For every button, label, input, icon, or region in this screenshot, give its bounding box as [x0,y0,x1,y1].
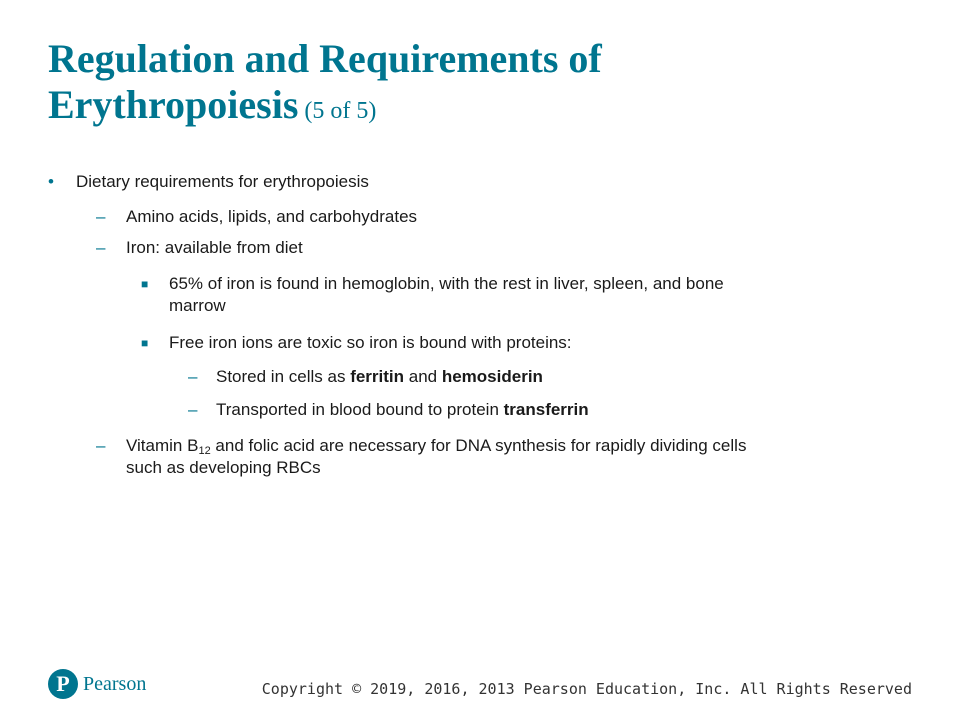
bullet-text [126,435,916,479]
bullet-text: Free iron ions are toxic so iron is bound with proteins: [169,333,572,352]
copyright-notice: Copyright © 2019, 2016, 2013 Pearson Education, Inc. All Rights Reserved [261,680,912,698]
dash-marker: – [96,238,106,257]
text-run: and [404,367,442,386]
square-bullet-icon: ■ [141,277,149,291]
title-line-2 [48,82,908,134]
pearson-p-icon: P [48,669,78,699]
title-line-1: Regulation and Requirements of [48,36,602,81]
term-ferritin: ferritin [350,367,405,386]
dash-marker: – [96,207,106,226]
title-word: Erythropoiesis [48,82,299,127]
term-hemosiderin: hemosiderin [441,367,543,386]
bullet-text-line-2: marrow [169,296,226,315]
term-transferrin: transferrin [503,400,589,419]
dash-marker: – [188,400,198,419]
text-run: Stored in cells as [216,367,351,386]
bullet-text: Dietary requirements for erythropoiesis [76,172,369,191]
pearson-wordmark: Pearson [83,672,147,695]
subscript: 12 [198,445,211,457]
title-part-indicator: (5 of 5) [304,98,377,124]
bullet-text [216,366,906,388]
bullet-text [216,399,906,421]
text-run: and folic acid are necessary for DNA synthesis for rapidly dividing cells [210,436,747,455]
square-bullet-icon: ■ [141,336,149,350]
dash-marker: – [188,367,198,386]
bullet-text: Iron: available from diet [126,238,303,257]
bullet-text-line-1: 65% of iron is found in hemoglobin, with the rest in liver, spleen, and bone [169,274,724,293]
bullet-text: Amino acids, lipids, and carbohydrates [126,207,418,226]
text-run: Transported in blood bound to protein [216,400,504,419]
bullet-text [169,273,889,317]
pearson-logo [48,668,146,700]
text-run: Vitamin B [126,436,199,455]
bullet-text-line-2: such as developing RBCs [126,458,321,477]
dash-marker: – [96,436,106,455]
slide-title [48,36,908,134]
bullet-marker: • [48,172,54,191]
